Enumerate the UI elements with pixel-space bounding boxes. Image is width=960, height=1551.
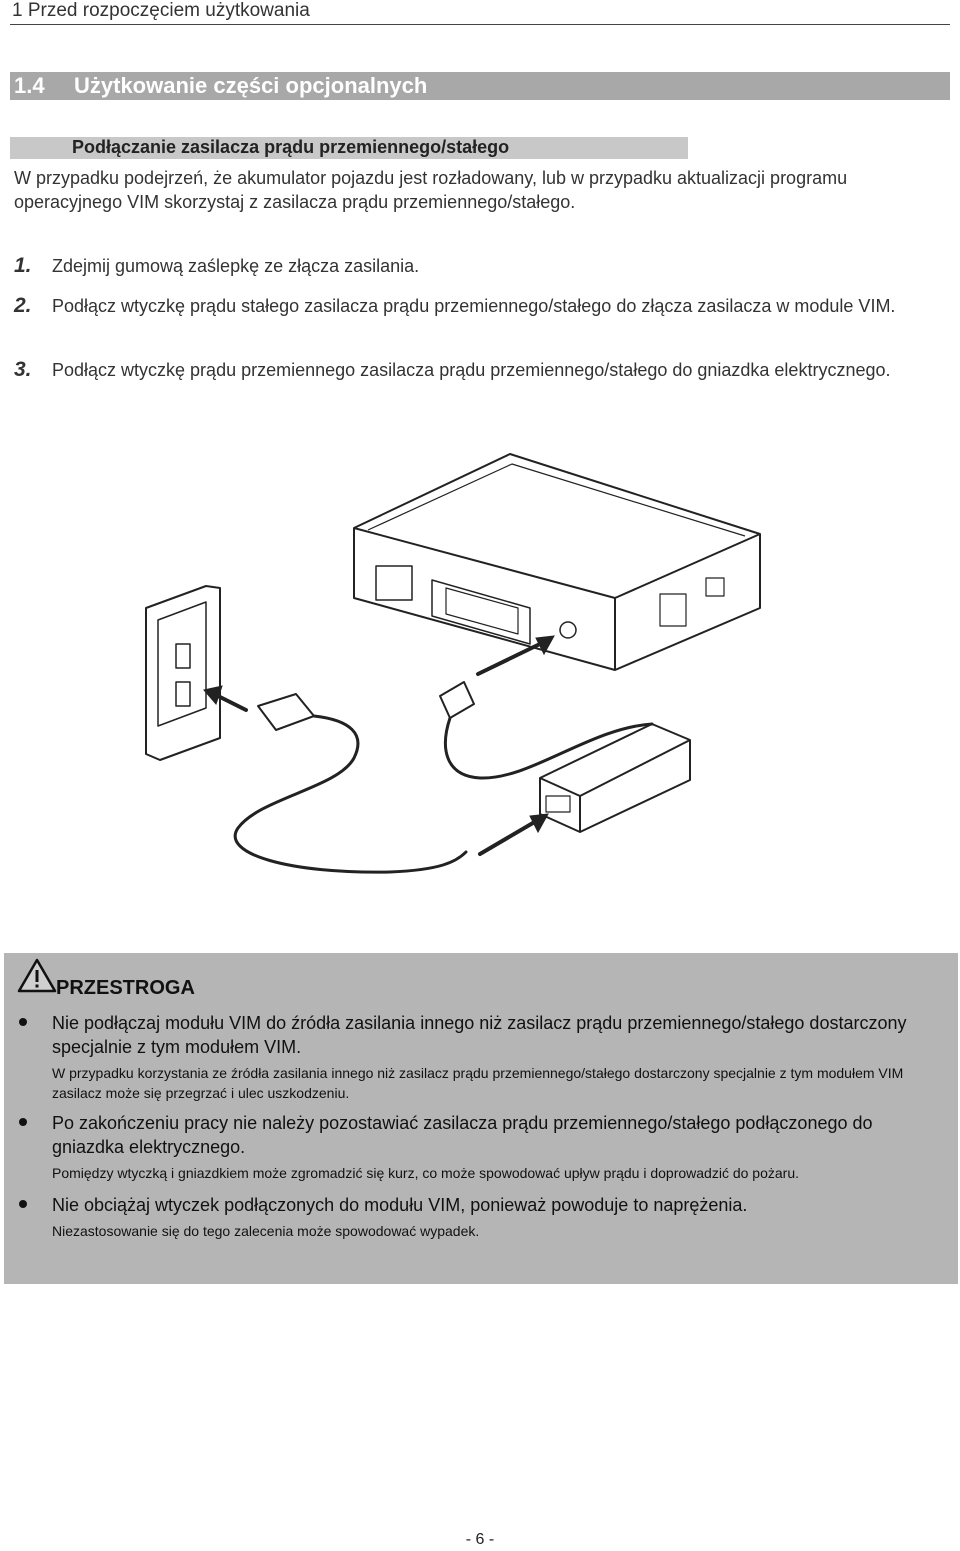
ac-plug bbox=[258, 694, 314, 730]
caution-heading: PRZESTROGA bbox=[56, 977, 195, 999]
section-title: Użytkowanie części opcjonalnych bbox=[74, 73, 428, 98]
caution-main: Po zakończeniu pracy nie należy pozostawiać zasilacza prądu przemiennego/stałego podłączonego do gniazdka elektrycznego. bbox=[52, 1113, 873, 1157]
dc-plug bbox=[440, 682, 474, 718]
section-heading bbox=[10, 72, 950, 100]
step-text: Podłącz wtyczkę prądu przemiennego zasilacza prądu przemiennego/stałego do gniazdka elektrycznego. bbox=[52, 360, 891, 380]
step-number: 1. bbox=[14, 254, 32, 277]
section-number: 1.4 bbox=[14, 73, 45, 98]
bullet-icon bbox=[19, 1200, 27, 1208]
bullet-icon bbox=[19, 1118, 27, 1126]
ac-cord bbox=[235, 716, 466, 872]
caution-box bbox=[4, 953, 958, 1284]
header-rule bbox=[10, 24, 950, 25]
connection-illustration bbox=[140, 448, 780, 898]
caution-sub: Niezastosowanie się do tego zalecenia może spowodować wypadek. bbox=[52, 1223, 480, 1239]
running-header: 1 Przed rozpoczęciem użytkowania bbox=[12, 0, 310, 21]
caution-sub: W przypadku korzystania ze źródła zasilania innego niż zasilacz prądu przemiennego/stałego dostarczony specjalnie z tym modułem VIM zasilacz może się przegrzać i ulec uszkodzeniu. bbox=[52, 1065, 904, 1101]
caution-main: Nie obciążaj wtyczek podłączonych do modułu VIM, ponieważ powoduje to naprężenia. bbox=[52, 1195, 748, 1215]
warning-icon bbox=[17, 958, 57, 994]
caution-main: Nie podłączaj modułu VIM do źródła zasilania innego niż zasilacz prądu przemiennego/stałego dostarczony specjalnie z tym modułem VIM. bbox=[52, 1013, 907, 1057]
step-number: 2. bbox=[14, 294, 32, 317]
wall-outlet bbox=[146, 586, 220, 760]
step-text: Zdejmij gumową zaślepkę ze złącza zasilania. bbox=[52, 256, 420, 276]
intro-paragraph: W przypadku podejrzeń, że akumulator pojazdu jest rozładowany, lub w przypadku aktualizacji programu operacyjnego VIM skorzystaj z zasilacza prądu przemiennego/stałego. bbox=[14, 168, 848, 212]
caution-sub: Pomiędzy wtyczką i gniazdkiem może zgromadzić się kurz, co może spowodować upływ prądu i doprowadzić do pożaru. bbox=[52, 1165, 799, 1181]
subsection-heading bbox=[10, 137, 688, 159]
page-number: - 6 - bbox=[465, 1531, 495, 1548]
step-text: Podłącz wtyczkę prądu stałego zasilacza prądu przemiennego/stałego do złącza zasilacza w module VIM. bbox=[52, 296, 896, 316]
step-number: 3. bbox=[14, 358, 32, 381]
power-adapter bbox=[540, 724, 690, 832]
subsection-title: Podłączanie zasilacza prądu przemiennego/stałego bbox=[72, 137, 510, 157]
vim-module bbox=[354, 454, 760, 670]
bullet-icon bbox=[19, 1018, 27, 1026]
